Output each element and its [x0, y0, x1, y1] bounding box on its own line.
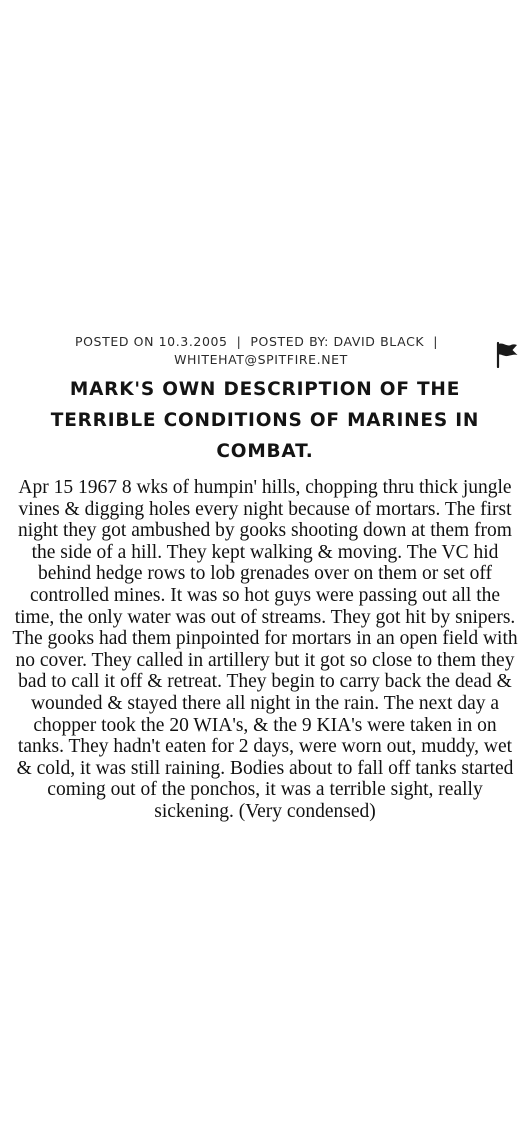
meta-separator: | — [236, 334, 242, 349]
flag-icon[interactable] — [494, 340, 520, 368]
post-body: Apr 15 1967 8 wks of humpin' hills, chopping thru thick jungle vines & digging holes every night because of mortars. The first night they got ambushed by gooks shooting down at them from the side of a hill. They kept walking & moving. The VC hid behind hedge rows to lob grenades over on them or set off controlled mines. It was so hot guys were passing out all the time, the only water was out of streams. They got hit by snipers. The gooks had them pinpointed for mortars in an open field with no cover. They called in artillery but it got so close to them they bad to call it off & retreat. They begin to carry back the dead & wounded & stayed there all night in the rain. The next day a chopper took the 20 WIA's, & the 9 KIA's were taken in on tanks. They hadn't eaten for 2 days, were worn out, muddy, wet & cold, it was still raining. Bodies about to fall off tanks started coming out of the ponchos, it was a terrible sight, really sickening. (Very condensed) — [12, 477, 518, 822]
posted-by: POSTED BY: DAVID BLACK — [250, 334, 425, 349]
memorial-post — [0, 333, 530, 823]
posted-on-date: POSTED ON 10.3.2005 — [74, 334, 228, 349]
post-meta — [0, 333, 530, 369]
post-title: MARK'S OWN DESCRIPTION OF THE TERRIBLE CONDITIONS OF MARINES IN COMBAT. — [50, 379, 480, 462]
poster-email: WHITEHAT@SPITFIRE.NET — [174, 352, 348, 367]
meta-separator: | — [433, 334, 439, 349]
post-byline — [36, 333, 486, 369]
